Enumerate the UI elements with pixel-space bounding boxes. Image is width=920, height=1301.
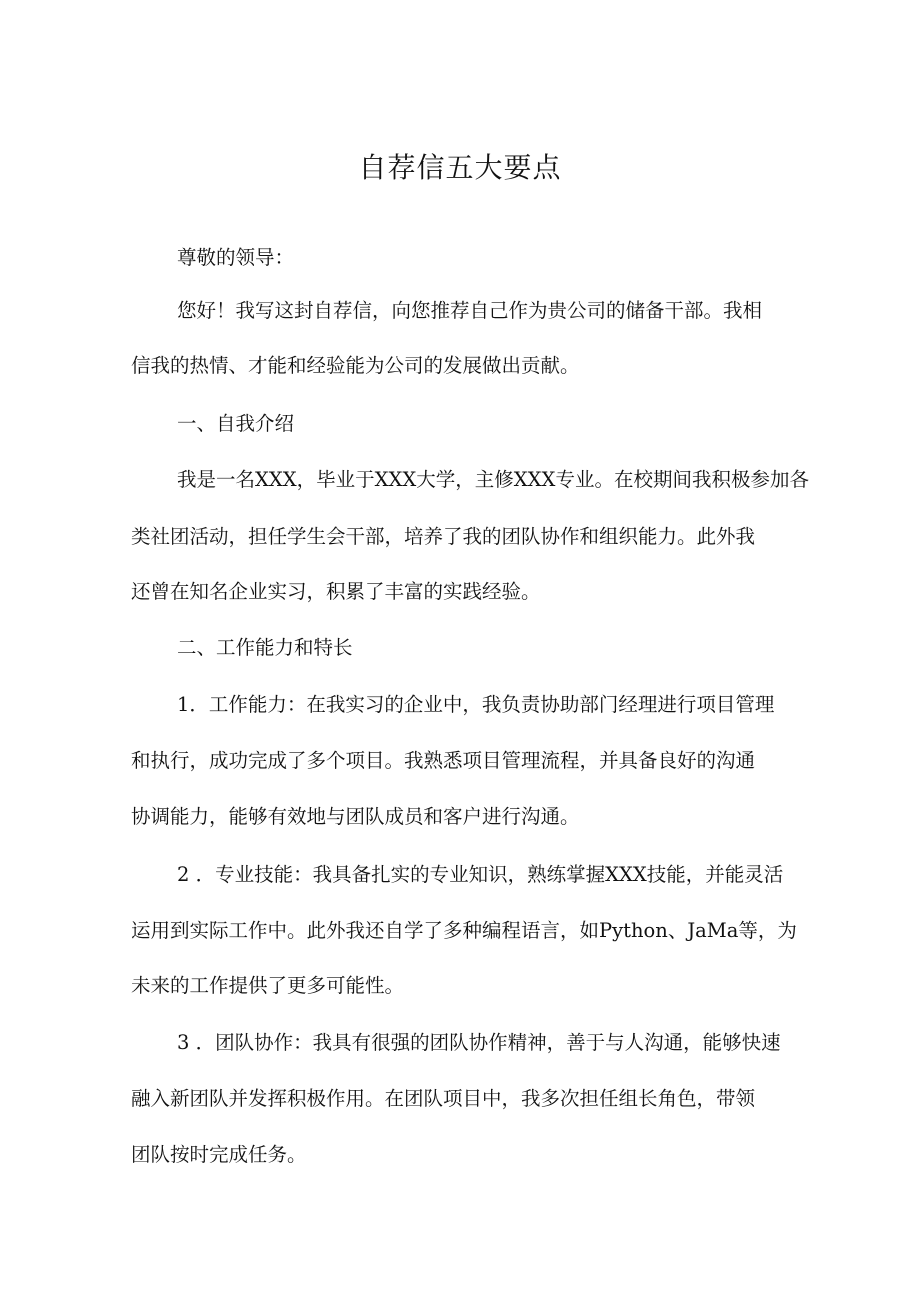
paragraph-line: 和执行，成功完成了多个项目。我熟悉项目管理流程，并具备良好的沟通: [131, 749, 756, 772]
paragraph-line: 未来的工作提供了更多可能性。: [131, 974, 405, 997]
paragraph-line: 2 ．专业技能：我具备扎实的专业知识，熟练掌握XXX技能，并能灵活: [177, 863, 784, 886]
section-heading: 一、自我介绍: [177, 412, 295, 435]
paragraph-line: 信我的热情、才能和经验能为公司的发展做出贡献。: [131, 354, 580, 377]
paragraph-line: 融入新团队并发挥积极作用。在团队项目中，我多次担任组长角色，带领: [131, 1087, 756, 1110]
salutation: 尊敬的领导：: [177, 246, 295, 269]
paragraph-line: 团队按时完成任务。: [131, 1143, 307, 1166]
paragraph-line: 3 ．团队协作：我具有很强的团队协作精神，善于与人沟通，能够快速: [177, 1031, 781, 1054]
paragraph-line: 运用到实际工作中。此外我还自学了多种编程语言，如Python、JaMa等，为: [131, 919, 797, 942]
paragraph-line: 您好！我写这封自荐信，向您推荐自己作为贵公司的储备干部。我相: [177, 299, 763, 322]
paragraph-line: 1．工作能力：在我实习的企业中，我负责协助部门经理进行项目管理: [177, 693, 775, 716]
paragraph-line: 还曾在知名企业实习，积累了丰富的实践经验。: [131, 580, 541, 603]
paragraph-line: 类社团活动，担任学生会干部，培养了我的团队协作和组织能力。此外我: [131, 525, 756, 548]
paragraph-line: 协调能力，能够有效地与团队成员和客户进行沟通。: [131, 805, 580, 828]
paragraph-line: 我是一名XXX，毕业于XXX大学，主修XXX专业。在校期间我积极参加各: [177, 468, 809, 491]
document-title: 自荐信五大要点: [358, 151, 562, 184]
section-heading: 二、工作能力和特长: [177, 636, 353, 659]
